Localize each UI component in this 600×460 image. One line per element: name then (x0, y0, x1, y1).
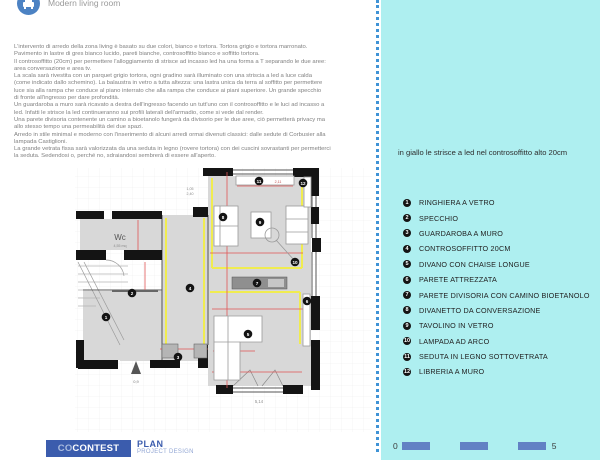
legend-label: LAMPADA AD ARCO (419, 336, 490, 346)
bottom-dimension: 5,14 (254, 399, 264, 404)
logo-contest: CONTEST (72, 443, 120, 454)
legend-list (403, 195, 590, 380)
scale-segment (518, 442, 546, 450)
legend-item (403, 210, 590, 225)
page-title: Modern living room (48, 0, 121, 8)
legend-label: RINGHIERA A VETRO (419, 198, 495, 208)
legend-number-badge: 7 (403, 291, 411, 299)
legend-label: DIVANO CON CHAISE LONGUE (419, 259, 530, 269)
legend-number-badge: 8 (403, 306, 411, 314)
scale-gap (430, 442, 456, 450)
description-line: la seduta. Sedendosi o, perché no, sdraiandosi sembrerà di essere all'aperto. (14, 153, 216, 160)
legend-number-badge: 12 (403, 368, 411, 375)
plan-marker-10 (291, 258, 300, 267)
legend-item (403, 303, 590, 318)
plan-marker-8 (219, 213, 228, 222)
description-line: Pavimento in lastre di gres bianco lucido, pareti bianche, controsoffitto bianco e soffitto tortora. (14, 51, 260, 58)
description-line: La scala sarà rivestita con un parquet grigio tortora, ogni gradino sarà illuminato con una striscia a led a luce calda (14, 73, 312, 80)
description-line: lampada Castiglioni. (14, 138, 68, 145)
description-line: di fronte all'ingresso per dare profondità. (14, 95, 120, 102)
svg-text:12: 12 (300, 180, 306, 186)
legend-item (403, 318, 590, 333)
legend-number-badge: 2 (403, 214, 411, 222)
legend-item (403, 226, 590, 241)
description-line: allo stesso tempo una permeabilità dei due spazi. (14, 124, 144, 131)
svg-text:3: 3 (176, 354, 180, 360)
description-line: L'intervento di arredo della zona living è basato su due colori, bianco e tortora. Tortora grigio e tortora marronato. (14, 44, 308, 50)
scale-bar (393, 441, 556, 451)
plan-marker-7 (253, 279, 262, 288)
svg-text:10: 10 (292, 259, 298, 265)
legend-number-badge: 3 (403, 229, 411, 237)
description-line: Una parete divisoria contenente un camino a bioetanolo fungerà da divisorio per le due aree, ciò permetterà privacy ma (14, 116, 326, 123)
description-line: (come indicato dallo schemino). La balaustra in vetro a tutta altezza: una lastra unica da terra al soffitto per permettere (14, 80, 323, 87)
led-note: in giallo le strisce a led nel controsoffitto alto 20cm (398, 148, 568, 157)
description-line: led. Infatti le strisce la led continueranno sui profili laterali dell'armadio, come si vede dal render. (14, 109, 264, 116)
logo-co: CO (57, 443, 73, 454)
legend-label: SEDUTA IN LEGNO SOTTOVETRATA (419, 352, 548, 362)
brand-plan-title: PLAN (137, 439, 164, 449)
legend-number-badge: 10 (403, 338, 411, 345)
svg-text:6: 6 (305, 298, 309, 304)
svg-text:9: 9 (258, 219, 262, 225)
legend-label: TAVOLINO IN VETRO (419, 321, 494, 331)
plan-marker-1 (102, 313, 111, 322)
dim-240: 2,40 (186, 192, 194, 196)
svg-text:5: 5 (246, 331, 250, 337)
legend-item (403, 241, 590, 256)
panel-divider (376, 0, 379, 452)
legend-item (403, 257, 590, 272)
svg-text:4: 4 (188, 285, 192, 291)
svg-text:8: 8 (221, 214, 225, 220)
legend-label: PARETE DIVISORIA CON CAMINO BIOETANOLO (419, 290, 590, 300)
description-line: Arredo in stile minimal e moderno con l'inserimento di alcuni arredi ormai divenuti classici: dalle sedute di Corbusier alla (14, 131, 326, 138)
scale-gap (488, 442, 514, 450)
legend-item (403, 364, 590, 379)
legend-number-badge: 5 (403, 260, 411, 268)
plan-marker-11 (255, 177, 264, 186)
description-line: area conversazione e area tv. (14, 65, 92, 72)
bench-dimension: 2,11 (274, 180, 282, 184)
legend-panel (381, 0, 600, 460)
window-bench (236, 176, 294, 185)
legend-item (403, 287, 590, 302)
legend-number-badge: 11 (404, 353, 410, 360)
plan-marker-6 (303, 297, 312, 306)
legend-label: DIVANETTO DA CONVERSAZIONE (419, 305, 541, 315)
legend-number-badge: 6 (403, 276, 411, 284)
svg-text:1: 1 (104, 314, 108, 320)
legend-label: PARETE ATTREZZATA (419, 275, 497, 285)
scale-segment (460, 442, 488, 450)
legend-item (403, 272, 590, 287)
legend-number-badge: 4 (403, 245, 411, 253)
legend-label: CONTROSOFFITTO 20CM (419, 244, 511, 254)
wc-area-label: 4,55 mq (113, 244, 127, 248)
plan-marker-5 (244, 330, 253, 339)
scale-segment (402, 442, 430, 450)
svg-text:11: 11 (256, 178, 262, 184)
scale-end-label: 5 (551, 441, 557, 451)
description-line: La grande vetrata fissa sarà valorizzata da una seduta in legno (rovere tortora) con dei cuscini sovrastanti per permetterci (14, 146, 331, 153)
plan-marker-2 (128, 289, 137, 298)
legend-number-badge: 9 (403, 322, 411, 330)
legend-number-badge: 1 (403, 199, 411, 207)
dim-105: 1,05 (186, 187, 194, 191)
wc-label: Wc (114, 233, 126, 242)
plan-marker-3 (174, 353, 183, 362)
plan-marker-4 (186, 284, 195, 293)
legend-label: SPECCHIO (419, 213, 459, 223)
description-line: luce sia alla rampa che conduce al piano interrato che alla rampa che conduce ai piani superiore. Un grande specchio (14, 87, 322, 94)
legend-item (403, 195, 590, 210)
legend-item (403, 349, 590, 364)
door-dimension: 0,9 (133, 379, 139, 384)
svg-text:7: 7 (255, 280, 259, 286)
description-line: Il controsoffitto (20cm) per permettere l'alloggiamento di strisce ad incasso led ha una forma a T separando le due aree: (14, 58, 326, 65)
scale-start-label: 0 (393, 441, 398, 451)
brand-subtitle: PROJECT DESIGN (137, 449, 194, 455)
legend-label: GUARDAROBA A MURO (419, 228, 504, 238)
legend-item (403, 334, 590, 349)
plan-marker-12 (299, 179, 308, 188)
svg-text:2: 2 (130, 290, 134, 296)
cocontest-logo[interactable] (46, 440, 131, 457)
small-sofa (286, 206, 308, 244)
description-line: Un guardaroba a muro sarà ricavato a destra dell'ingresso facendo un tutt'uno con il controsoffitto e le luci ad incasso a (14, 102, 325, 109)
plan-marker-9 (256, 218, 265, 227)
legend-label: LIBRERIA A MURO (419, 367, 485, 377)
brand-block (137, 439, 194, 455)
